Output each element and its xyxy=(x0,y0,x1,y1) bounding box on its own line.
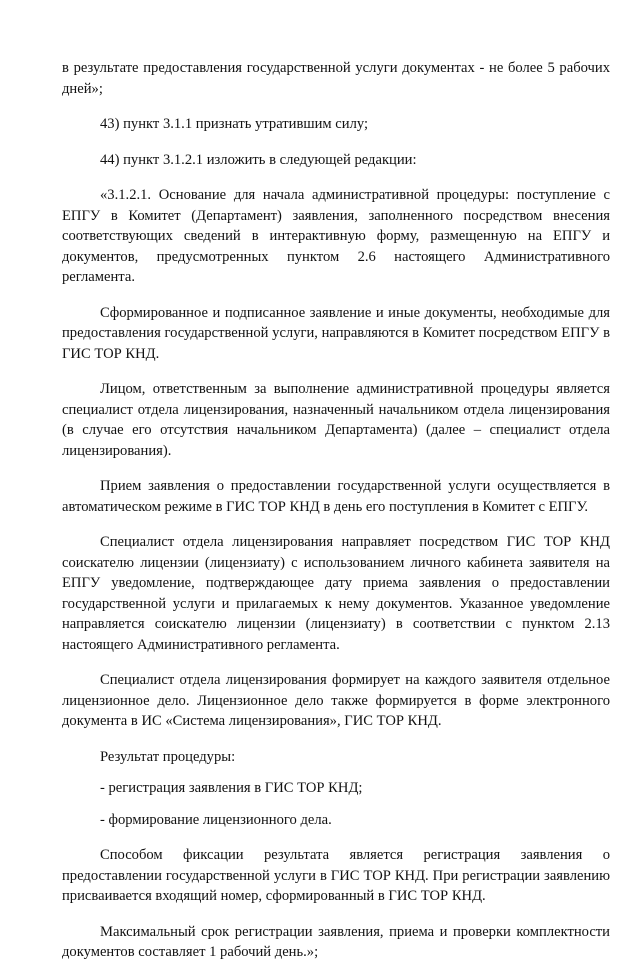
paragraph-clause-3-1-2-1: «3.1.2.1. Основание для начала административной процедуры: поступление с ЕПГУ в Комитет (Департамент) заявления, заполненного посредством внесения соответствующих сведений в интерактивную форму, размещенную на ЕПГУ и документов, предусмотренных пунктом 2.6 настоящего Административного регламента. xyxy=(62,187,610,285)
document-page xyxy=(62,58,610,978)
list-item-file-formation: - формирование лицензионного дела. xyxy=(100,811,332,828)
paragraph-result-fixation: Способом фиксации результата является регистрация заявления о предоставлении государственной услуги в ГИС ТОР КНД. При регистрации заявлению присваивается входящий номер, сформированный в ГИС ТОР КНД. xyxy=(62,847,610,904)
paragraph-notification: Специалист отдела лицензирования направляет посредством ГИС ТОР КНД соискателю лицензии (лицензиату) с использованием личного кабинета заявителя на ЕПГУ уведомление, подтверждающее дату приема заявления о предоставлении государственной услуги и прилагаемых к нему документов. Указанное уведомление направляется соискателю лицензии (лицензиату) в соответствии с пунктом 2.13 настоящего Административного регламента. xyxy=(62,534,610,653)
paragraph-responsible-person: Лицом, ответственным за выполнение административной процедуры является специалист отдела лицензирования, назначенный начальником отдела лицензирования (в случае его отсутствия начальником Департамента) (далее – специалист отдела лицензирования). xyxy=(62,381,610,459)
paragraph-continuation: в результате предоставления государственной услуги документах - не более 5 рабочих дней»; xyxy=(62,60,610,97)
paragraph-license-file: Специалист отдела лицензирования формирует на каждого заявителя отдельное лицензионное дело. Лицензионное дело также формируется в форме электронного документа в ИС «Система лицензирования», ГИС ТОР КНД. xyxy=(62,672,610,729)
paragraph-item-43: 43) пункт 3.1.1 признать утратившим силу; xyxy=(100,116,369,132)
paragraph-max-duration: Максимальный срок регистрации заявления, приема и проверки комплектности документов составляет 1 рабочий день.»; xyxy=(62,923,610,960)
paragraph-automatic-reception: Прием заявления о предоставлении государственной услуги осуществляется в автоматическом режиме в ГИС ТОР КНД в день его поступления в Комитет с ЕПГУ. xyxy=(62,478,610,515)
list-item-registration: - регистрация заявления в ГИС ТОР КНД; xyxy=(100,780,363,796)
paragraph-application-routing: Сформированное и подписанное заявление и иные документы, необходимые для предоставления государственной услуги, направляются в Комитет посредством ЕПГУ в ГИС ТОР КНД. xyxy=(62,304,610,362)
paragraph-procedure-result-heading: Результат процедуры: xyxy=(100,748,236,765)
paragraph-item-44: 44) пункт 3.1.2.1 изложить в следующей редакции: xyxy=(100,151,417,168)
